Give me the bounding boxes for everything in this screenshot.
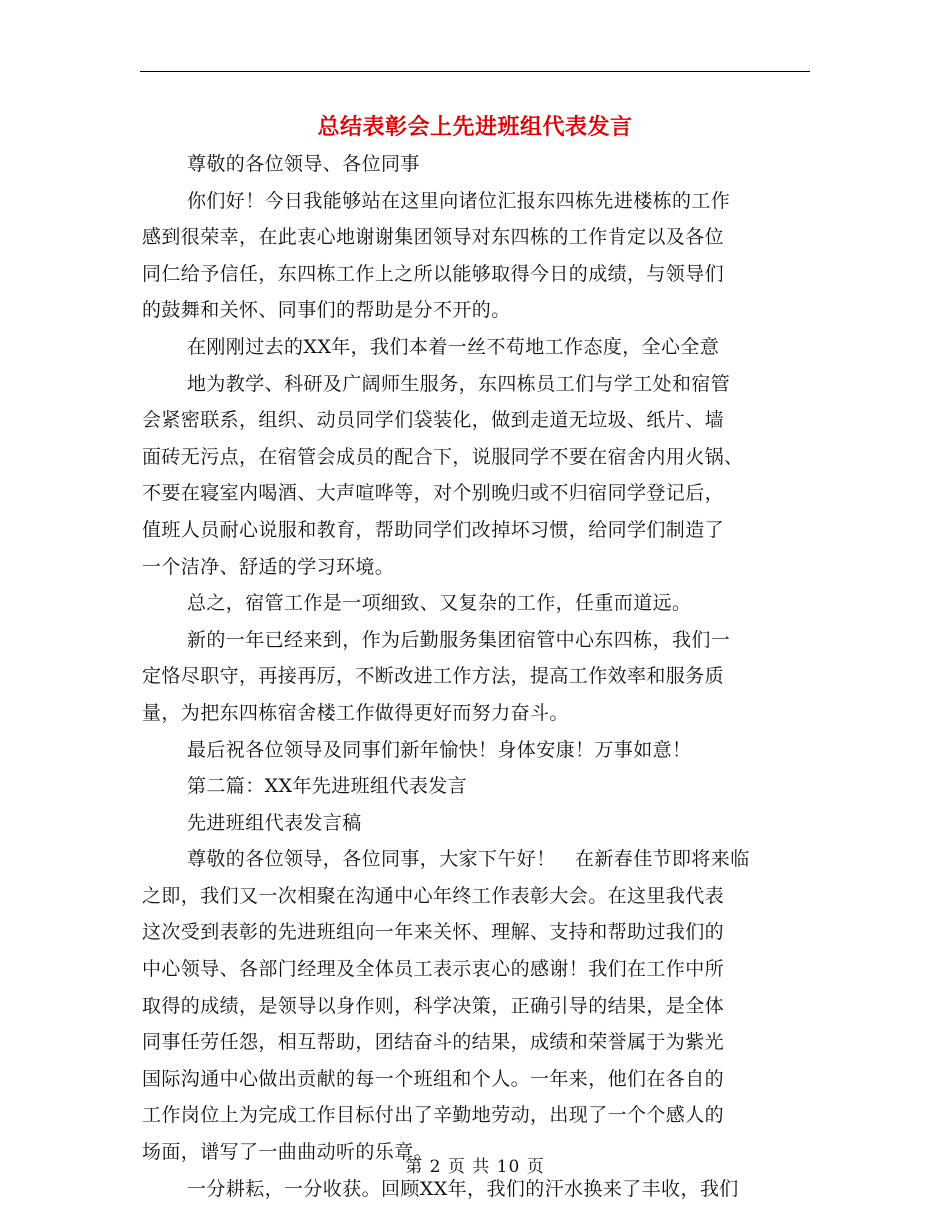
text-line: 国际沟通中心做出贡献的每一个班组和个人。一年来，他们在各自的 — [142, 1067, 725, 1090]
text-line: 定恪尽职守，再接再厉，不断改进工作方法，提高工作效率和服务质 — [142, 665, 725, 688]
text-line: 取得的成绩，是领导以身作则，科学决策，正确引导的结果，是全体 — [142, 994, 725, 1017]
text-line: 工作岗位上为完成工作目标付出了辛勤地劳动，出现了一个个感人的 — [142, 1104, 725, 1127]
text-line: 中心领导、各部门经理及全体员工表示衷心的感谢！我们在工作中所 — [142, 958, 725, 981]
text-line: 一分耕耘，一分收获。回顾XX年，我们的汗水换来了丰收，我们 — [187, 1177, 739, 1200]
text-line: 地为教学、科研及广阔师生服务，东四栋员工们与学工处和宿管 — [187, 372, 731, 395]
text-line: 尊敬的各位领导、各位同事 — [187, 153, 420, 175]
document-body — [142, 146, 814, 1207]
page-footer: 第 2 页 共 10 页 — [405, 1157, 545, 1177]
document-title: 总结表彰会上先进班组代表发言 — [317, 114, 633, 140]
text-line: 你们好！今日我能够站在这里向诸位汇报东四栋先进楼栋的工作 — [187, 189, 731, 212]
text-line: 感到很荣幸，在此衷心地谢谢集团领导对东四栋的工作肯定以及各位 — [142, 226, 725, 249]
text-line: 在刚刚过去的XX年，我们本着一丝不苟地工作态度，全心全意 — [187, 335, 720, 358]
text-line: 同仁给予信任，东四栋工作上之所以能够取得今日的成绩，与领导们 — [142, 262, 725, 285]
text-line: 尊敬的各位领导，各位同事，大家下午好！ 在新春佳节即将来临 — [187, 848, 750, 871]
text-line: 面砖无污点，在宿管会成员的配合下，说服同学不要在宿舍内用火锅、 — [142, 445, 744, 468]
header-rule — [140, 71, 810, 72]
text-line: 新的一年已经来到，作为后勤服务集团宿管中心东四栋，我们一 — [187, 628, 731, 651]
text-line: 第二篇：XX年先进班组代表发言 — [187, 775, 468, 798]
text-line: 场面，谱写了一曲曲动听的乐章。 — [142, 1141, 434, 1164]
text-line: 这次受到表彰的先进班组向一年来关怀、理解、支持和帮助过我们的 — [142, 921, 725, 944]
text-line: 同事任劳任怨，相互帮助，团结奋斗的结果，成绩和荣誉属于为紫光 — [142, 1031, 725, 1054]
text-line: 先进班组代表发言稿 — [187, 811, 362, 834]
text-line: 不要在寝室内喝酒、大声喧哗等，对个别晚归或不归宿同学登记后， — [142, 482, 725, 505]
text-line: 会紧密联系，组织、动员同学们袋装化，做到走道无垃圾、纸片、墙 — [142, 409, 725, 432]
text-line: 最后祝各位领导及同事们新年愉快！身体安康！万事如意！ — [187, 738, 692, 761]
text-line: 的鼓舞和关怀、同事们的帮助是分不开的。 — [142, 299, 511, 322]
text-line: 值班人员耐心说服和教育，帮助同学们改掉坏习惯，给同学们制造了 — [142, 518, 725, 541]
text-line: 一个洁净、舒适的学习环境。 — [142, 555, 395, 578]
text-line: 之即，我们又一次相聚在沟通中心年终工作表彰大会。在这里我代表 — [142, 884, 725, 907]
text-line: 量，为把东四栋宿舍楼工作做得更好而努力奋斗。 — [142, 701, 569, 724]
text-line: 总之，宿管工作是一项细致、又复杂的工作，任重而道远。 — [187, 592, 692, 615]
